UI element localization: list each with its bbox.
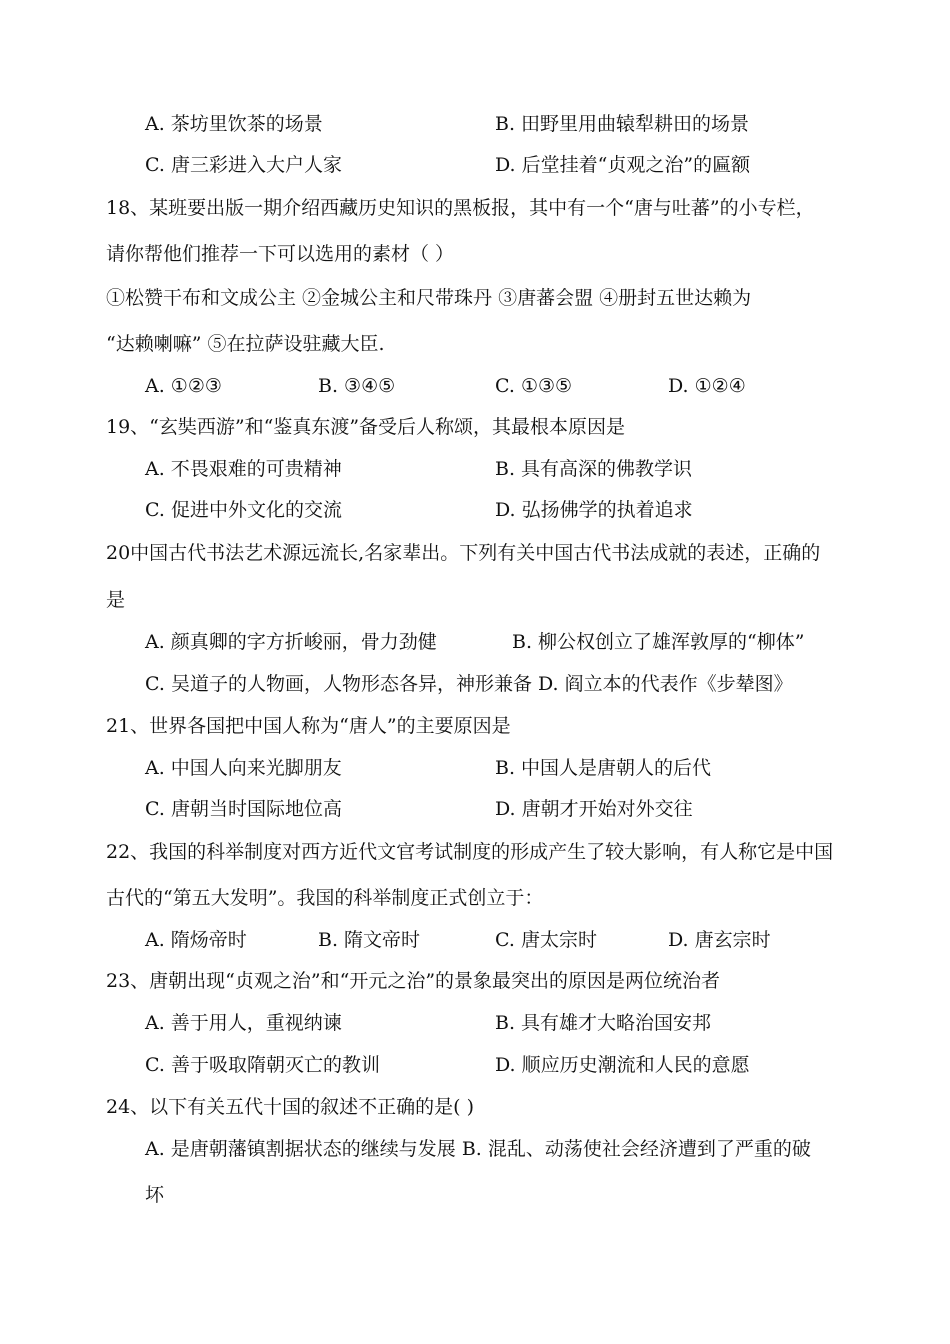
q19-option-b: B. 具有高深的佛教学识 <box>495 458 693 480</box>
q17-option-c: C. 唐三彩进入大户人家 <box>145 154 342 176</box>
q22-option-a: A. 隋炀帝时 <box>145 929 247 951</box>
q17-option-b: B. 田野里用曲辕犁耕田的场景 <box>495 113 750 135</box>
q24-options-line1: A. 是唐朝藩镇割据状态的继续与发展 B. 混乱、动荡使社会经济遭到了严重的破 <box>145 1138 811 1160</box>
q22-stem-line1: 22、我国的科举制度对西方近代文官考试制度的形成产生了较大影响，有人称它是中国 <box>106 841 834 863</box>
q21-option-b: B. 中国人是唐朝人的后代 <box>495 757 712 779</box>
q22-stem-line2: 古代的“第五大发明”。我国的科举制度正式创立于： <box>106 887 544 909</box>
q19-option-d: D. 弘扬佛学的执着追求 <box>495 499 693 521</box>
q18-items-line1: ①松赞干布和文成公主 ②金城公主和尺带珠丹 ③唐蕃会盟 ④册封五世达赖为 <box>106 287 752 309</box>
q18-stem-line2: 请你帮他们推荐一下可以选用的素材（ ） <box>106 243 455 265</box>
q21-stem: 21、世界各国把中国人称为“唐人”的主要原因是 <box>106 715 511 737</box>
q23-stem: 23、唐朝出现“贞观之治”和“开元之治”的景象最突出的原因是两位统治者 <box>106 970 721 992</box>
q23-option-d: D. 顺应历史潮流和人民的意愿 <box>495 1054 750 1076</box>
q18-option-b: B. ③④⑤ <box>318 375 396 397</box>
q24-options-line2: 坏 <box>145 1184 165 1206</box>
q24-stem: 24、以下有关五代十国的叙述不正确的是( ) <box>106 1096 475 1118</box>
q17-option-a: A. 茶坊里饮茶的场景 <box>145 113 323 135</box>
q20-options-line2: C. 吴道子的人物画，人物形态各异，神形兼备 D. 阎立本的代表作《步辇图》 <box>145 673 793 695</box>
q21-option-c: C. 唐朝当时国际地位高 <box>145 798 342 820</box>
q21-option-d: D. 唐朝才开始对外交往 <box>495 798 693 820</box>
q20-option-b: B. 柳公权创立了雄浑敦厚的“柳体” <box>512 631 805 653</box>
q18-items-line2: “达赖喇嘛” ⑤在拉萨设驻藏大臣. <box>106 333 385 355</box>
q22-option-c: C. 唐太宗时 <box>495 929 597 951</box>
q20-option-a: A. 颜真卿的字方折峻丽，骨力劲健 <box>145 631 437 653</box>
q21-option-a: A. 中国人向来光脚朋友 <box>145 757 342 779</box>
q18-option-d: D. ①②④ <box>668 375 746 397</box>
q23-option-c: C. 善于吸取隋朝灭亡的教训 <box>145 1054 380 1076</box>
q18-option-c: C. ①③⑤ <box>495 375 573 397</box>
q19-option-c: C. 促进中外文化的交流 <box>145 499 342 521</box>
q22-option-b: B. 隋文帝时 <box>318 929 421 951</box>
q19-option-a: A. 不畏艰难的可贵精神 <box>145 458 342 480</box>
q23-option-b: B. 具有雄才大略治国安邦 <box>495 1012 712 1034</box>
q19-stem: 19、“玄奘西游”和“鉴真东渡”备受后人称颂，其最根本原因是 <box>106 416 626 438</box>
q23-option-a: A. 善于用人，重视纳谏 <box>145 1012 342 1034</box>
q20-stem-line1: 20中国古代书法艺术源远流长,名家辈出。下列有关中国古代书法成就的表述，正确的 <box>106 542 821 564</box>
q22-option-d: D. 唐玄宗时 <box>668 929 771 951</box>
q18-option-a: A. ①②③ <box>145 375 222 397</box>
q18-stem-line1: 18、某班要出版一期介绍西藏历史知识的黑板报，其中有一个“唐与吐蕃”的小专栏， <box>106 197 815 219</box>
q17-option-d: D. 后堂挂着“贞观之治”的匾额 <box>495 154 751 176</box>
q20-stem-line2: 是 <box>106 589 126 611</box>
